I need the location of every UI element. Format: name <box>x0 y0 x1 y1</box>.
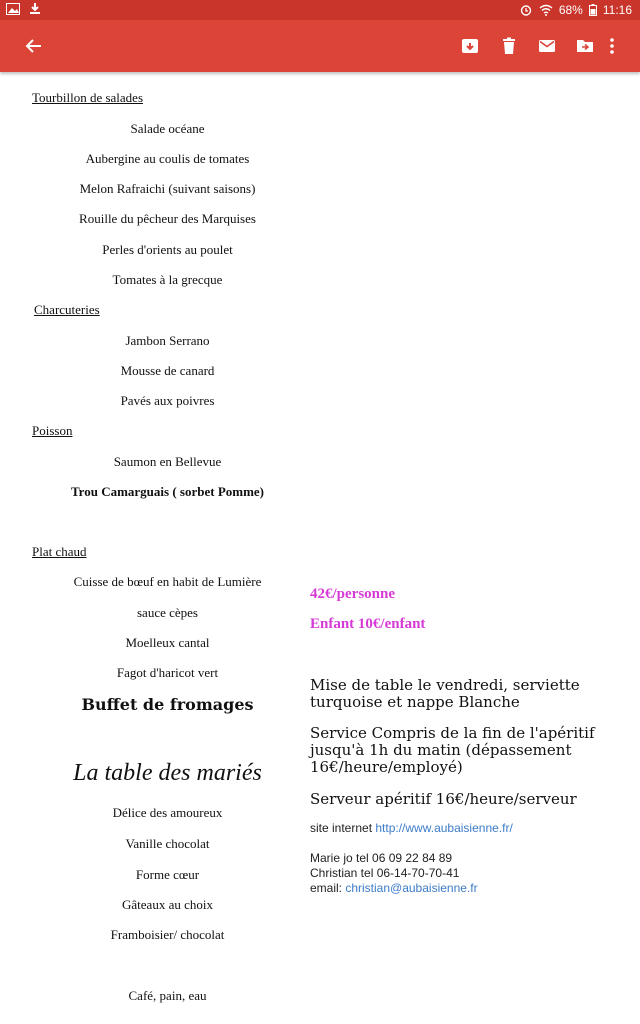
price-child: Enfant 10€/enfant <box>310 616 426 632</box>
info-mise-de-table: Mise de table le vendredi, serviette turquoise et nappe Blanche <box>310 676 580 711</box>
menu-item: Saumon en Bellevue <box>113 454 222 469</box>
dessert-item: Framboisier/ chocolat <box>110 927 225 942</box>
menu-item: Jambon Serrano <box>125 333 210 348</box>
folder-move-icon <box>576 37 594 55</box>
dessert-item: Forme cœur <box>135 867 200 882</box>
maries-title: La table des mariés <box>73 760 262 786</box>
contact-site <box>310 821 513 836</box>
email-body <box>0 72 640 1024</box>
dessert-item: Délice des amoureux <box>112 805 223 820</box>
clock: 11:16 <box>602 3 632 17</box>
info-service: Service Compris de la fin de l'apéritif jusqu'à 1h du matin (dépassement 16€/heure/employé) <box>310 724 595 776</box>
more-vert-icon <box>609 37 615 55</box>
menu-item: sauce cèpes <box>137 605 198 620</box>
battery-icon <box>589 4 597 16</box>
back-arrow-icon <box>25 37 43 55</box>
move-to-button[interactable] <box>573 34 597 58</box>
contact-christian: Christian tel 06-14-70-70-41 <box>310 866 460 880</box>
menu-item: Aubergine au coulis de tomates <box>85 151 250 166</box>
final-item: Café, pain, eau <box>128 988 207 1003</box>
email-link[interactable]: christian@aubaisienne.fr <box>345 881 478 895</box>
menu-item: Fagot d'haricot vert <box>116 665 219 680</box>
contact-email <box>310 881 478 896</box>
section-heading-poisson: Poisson <box>32 423 73 438</box>
trash-icon <box>500 37 518 55</box>
status-bar <box>0 0 640 20</box>
archive-icon <box>461 37 479 55</box>
mark-unread-button[interactable] <box>535 34 559 58</box>
gallery-notification-icon <box>6 3 20 15</box>
menu-item: Melon Rafraichi (suivant saisons) <box>79 181 256 196</box>
section-heading-salades: Tourbillon de salades <box>32 90 144 105</box>
section-heading-charcuteries: Charcuteries <box>34 302 100 317</box>
wifi-icon <box>539 4 553 16</box>
dessert-item: Gâteaux au choix <box>122 897 213 912</box>
battery-level: 68% <box>558 3 583 17</box>
fromages-item: Buffet de fromages <box>81 695 254 714</box>
dessert-item: Vanille chocolat <box>125 836 210 851</box>
price-adult: 42€/personne <box>310 586 396 602</box>
menu-item: Salade océane <box>130 121 205 136</box>
section-heading-plat-chaud: Plat chaud <box>32 544 87 559</box>
site-label: site internet <box>310 821 376 835</box>
more-options-button[interactable] <box>604 34 620 58</box>
back-button[interactable] <box>22 34 46 58</box>
delete-button[interactable] <box>497 34 521 58</box>
menu-item: Pavés aux poivres <box>120 393 215 408</box>
archive-button[interactable] <box>458 34 482 58</box>
menu-item: Rouille du pêcheur des Marquises <box>79 211 256 226</box>
mail-icon <box>538 37 556 55</box>
info-serveur: Serveur apéritif 16€/heure/serveur <box>310 790 577 808</box>
menu-item: Perles d'orients au poulet <box>102 242 233 257</box>
contact-marie: Marie jo tel 06 09 22 84 89 <box>310 851 453 865</box>
menu-item: Moelleux cantal <box>125 635 210 650</box>
app-bar <box>0 20 640 72</box>
download-notification-icon <box>28 3 42 15</box>
menu-item: Mousse de canard <box>120 363 215 378</box>
email-label: email: <box>310 881 346 895</box>
alarm-icon <box>519 4 533 16</box>
site-link[interactable]: http://www.aubaisienne.fr/ <box>375 821 513 835</box>
menu-item: Cuisse de bœuf en habit de Lumière <box>73 574 262 589</box>
trou-item: Trou Camarguais ( sorbet Pomme) <box>70 484 265 499</box>
menu-item: Tomates à la grecque <box>112 272 223 287</box>
